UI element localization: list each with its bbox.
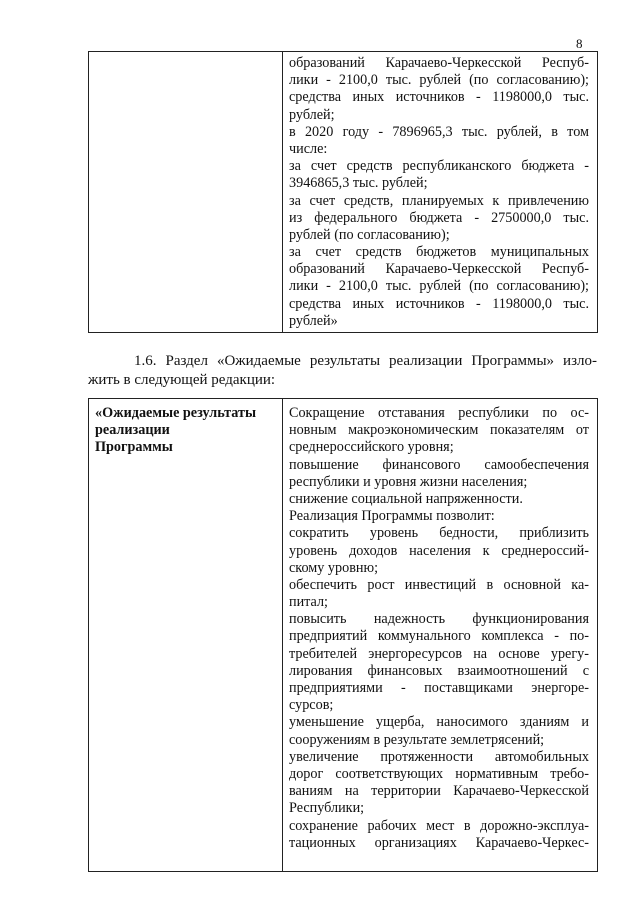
text-line: сохранение рабочих мест в дорожно-эксплуа- <box>289 817 589 834</box>
text-line: образований Карачаево-Черкесской Респуб- <box>289 261 589 278</box>
section-heading-line-1: 1.6. Раздел «Ожидаемые результаты реализации Программы» изло- <box>134 353 597 369</box>
funding-table-right-cell <box>283 52 598 333</box>
expected-results-text <box>283 405 597 852</box>
section-heading-line-2: жить в следующей редакции: <box>88 372 276 388</box>
section-heading <box>88 352 597 390</box>
label-line: Программы <box>95 439 173 456</box>
text-line: рублей; <box>289 106 335 123</box>
expected-results-label-cell <box>89 399 283 872</box>
text-line: 3946865,3 тыс. рублей; <box>289 175 428 192</box>
text-line: обеспечить рост инвестиций в основной ка- <box>289 576 589 593</box>
text-line: уменьшение ущерба, наносимого зданиям и <box>289 714 589 731</box>
text-line: предприятиями - поставщиками энергоре- <box>289 680 589 696</box>
funding-text <box>283 55 597 330</box>
text-line: уровень доходов населения к среднероссий- <box>289 542 589 559</box>
expected-results-text-cell <box>283 399 598 872</box>
text-line: дорог соответствующих нормативным требо- <box>289 765 589 782</box>
expected-results-table <box>88 398 598 872</box>
text-line: рублей (по согласованию); <box>289 226 450 243</box>
funding-table-left-cell <box>89 52 283 333</box>
expected-results-label <box>89 399 282 457</box>
text-line: повысить надежность функционирования <box>289 611 589 628</box>
text-line: Республики; <box>289 800 365 817</box>
text-line: образований Карачаево-Черкесской Респуб- <box>289 55 589 71</box>
text-line: сократить уровень бедности, приблизить <box>289 525 589 542</box>
text-line: увеличение протяженности автомобильных <box>289 748 589 765</box>
text-line: лики - 2100,0 тыс. рублей (по согласованию); <box>289 278 589 295</box>
text-line: за счет средств, планируемых к привлечению <box>289 192 589 209</box>
text-line: повышение финансового самообеспечения <box>289 456 589 473</box>
text-line: республики и уровня жизни населения; <box>289 473 528 490</box>
text-line: лики - 2100,0 тыс. рублей (по согласованию); <box>289 72 589 89</box>
text-line: требителей энергоресурсов на основе урегу- <box>289 645 589 662</box>
text-line: средства иных источников - 1198000,0 тыс. <box>289 295 589 312</box>
text-line: Сокращение отставания республики по ос- <box>289 405 589 421</box>
text-line: числе: <box>289 140 328 157</box>
text-line: за счет средств бюджетов муниципальных <box>289 244 589 261</box>
text-line: сооружениям в результате землетрясений; <box>289 731 545 748</box>
text-line: среднероссийского уровня; <box>289 439 454 456</box>
text-line: Реализация Программы позволит: <box>289 508 495 525</box>
text-line: средства иных источников - 1198000,0 тыс. <box>289 89 589 106</box>
text-line: новным макроэкономическим показателям от <box>289 422 589 439</box>
text-line: сурсов; <box>289 697 334 714</box>
text-line: рублей» <box>289 312 338 329</box>
text-line: тационных организациях Карачаево-Черкес- <box>289 834 589 851</box>
text-line: питал; <box>289 594 329 611</box>
text-line: ваниям на территории Карачаево-Черкесской <box>289 783 589 800</box>
text-line: снижение социальной напряженности. <box>289 490 523 507</box>
text-line: за счет средств республиканского бюджета - <box>289 158 589 175</box>
text-line: в 2020 году - 7896965,3 тыс. рублей, в том <box>289 123 589 140</box>
text-line: лирования финансовых взаимоотношений с <box>289 662 589 679</box>
funding-table-continuation <box>88 51 598 333</box>
label-line: «Ожидаемые результаты <box>95 405 257 421</box>
text-line: предприятий коммунального комплекса - по- <box>289 628 589 645</box>
text-line: из федерального бюджета - 2750000,0 тыс. <box>289 209 589 226</box>
label-line: реализации <box>95 422 170 439</box>
text-line: скому уровню; <box>289 559 379 576</box>
page-number: 8 <box>576 36 583 51</box>
